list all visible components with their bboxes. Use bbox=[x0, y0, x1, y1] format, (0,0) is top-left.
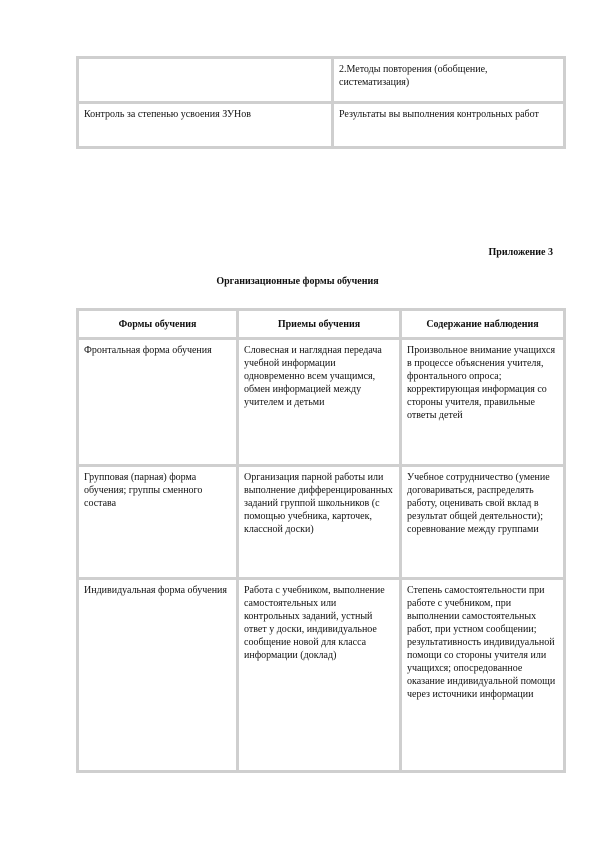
table-row bbox=[78, 466, 565, 579]
table-header-row bbox=[78, 310, 565, 339]
section-title: Организационные формы обучения bbox=[216, 276, 379, 287]
appendix-label: Приложение 3 bbox=[488, 247, 553, 258]
table-cell: Результаты вы выполнения контрольных работ bbox=[333, 103, 565, 148]
form-cell: Групповая (парная) форма обучения; группы сменного состава bbox=[78, 466, 238, 579]
column-header-observation: Содержание наблюдения bbox=[401, 310, 565, 339]
table-row bbox=[78, 579, 565, 772]
observation-cell: Степень самостоятельности при работе с учебником, при выполнении самостоятельных работ, при устном сообщении; результативность индивидуальной помощи со стороны учителя или учащихся; опосредованное оказание индивидуальной помощи через источники информации bbox=[401, 579, 565, 772]
table-row bbox=[78, 103, 565, 148]
methods-cell: Работа с учебником, выполнение самостоятельных или контрольных заданий, устный ответ у доски, индивидуальное сообщение новой для класса информации (доклад) bbox=[238, 579, 401, 772]
methods-continuation-table bbox=[76, 56, 566, 149]
observation-cell: Произвольное внимание учащихся в процессе объяснения учителя, фронтального опроса; корректирующая информация со стороны учителя, правильные ответы детей bbox=[401, 339, 565, 466]
observation-cell: Учебное сотрудничество (умение договариваться, распределять работу, оценивать свой вклад в результат общей деятельности); соревнование между группами bbox=[401, 466, 565, 579]
methods-cell: Организация парной работы или выполнение дифференцированных заданий группой школьников (с помощью учебника, карточек, классной доски) bbox=[238, 466, 401, 579]
learning-forms-table bbox=[76, 308, 566, 773]
form-cell: Индивидуальная форма обучения bbox=[78, 579, 238, 772]
column-header-methods: Приемы обучения bbox=[238, 310, 401, 339]
table-cell: Контроль за степенью усвоения ЗУНов bbox=[78, 103, 333, 148]
methods-cell: Словесная и наглядная передача учебной информации одновременно всем учащимся, обмен информацией между учителем и детьми bbox=[238, 339, 401, 466]
table-cell bbox=[78, 58, 333, 103]
column-header-forms: Формы обучения bbox=[78, 310, 238, 339]
table-row bbox=[78, 58, 565, 103]
table-row bbox=[78, 339, 565, 466]
form-cell: Фронтальная форма обучения bbox=[78, 339, 238, 466]
table-cell: 2.Методы повторения (обобщение, систематизация) bbox=[333, 58, 565, 103]
